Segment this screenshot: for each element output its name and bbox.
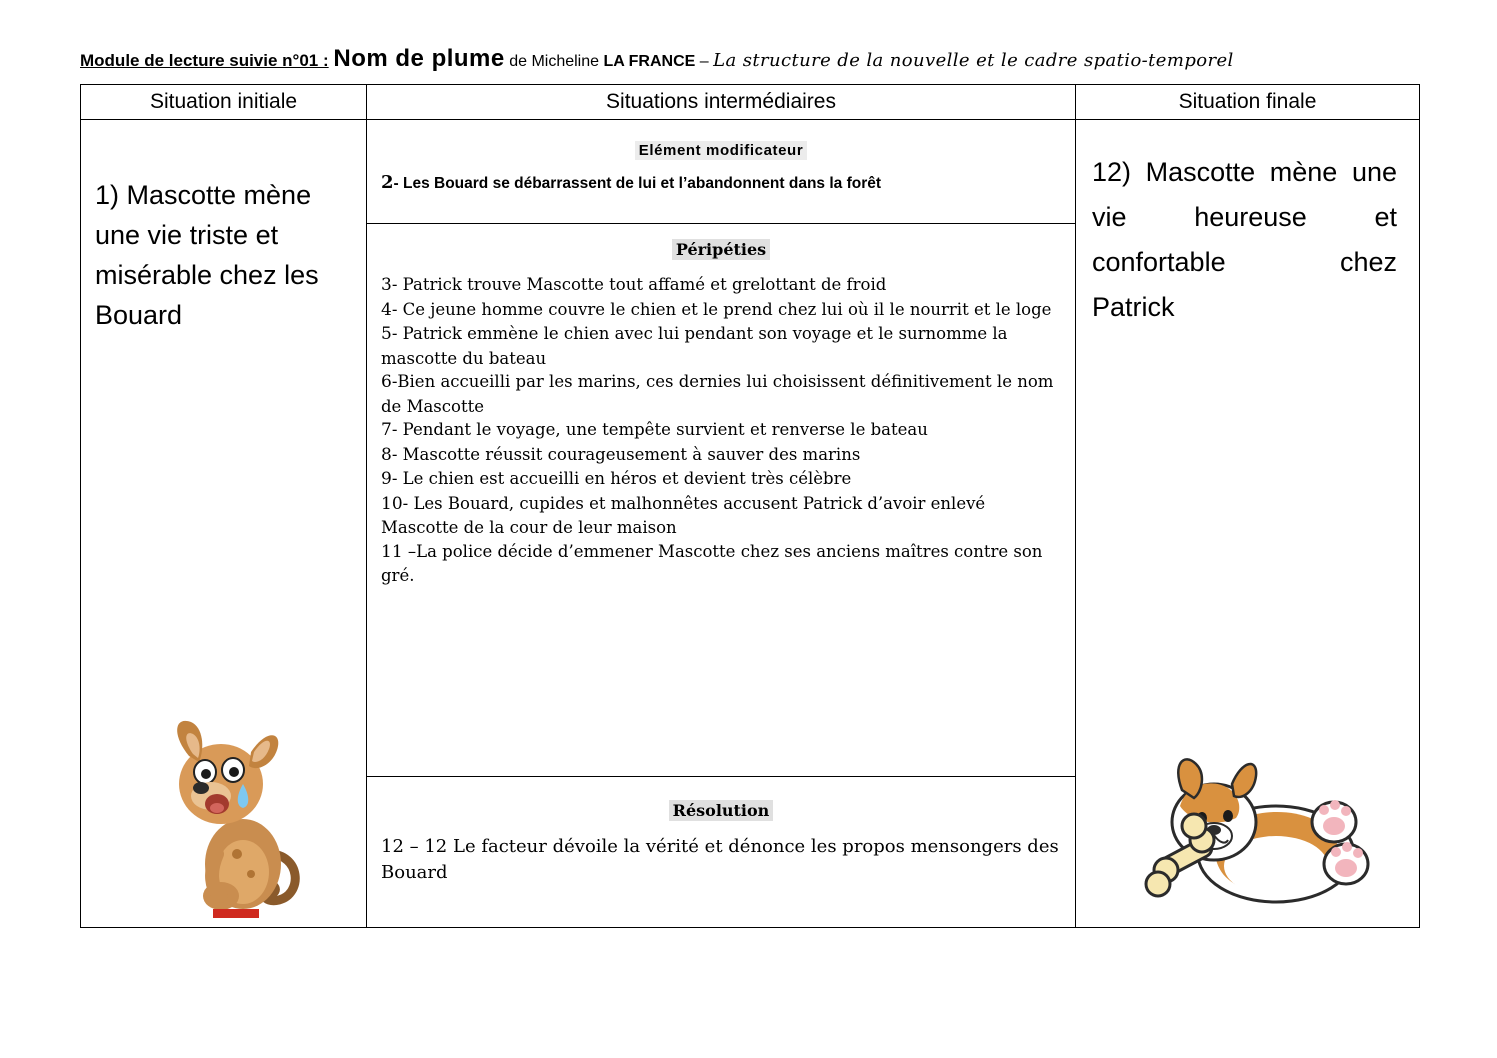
resolution-line (381, 834, 1061, 886)
list-item (381, 370, 1061, 418)
list-item-number: 6 (381, 372, 392, 392)
list-item-number: 8 (381, 444, 392, 465)
situation-initiale-text: 1) Mascotte mène une vie triste et misérable chez les Bouard (95, 180, 319, 330)
list-item-number: 4 (381, 299, 392, 320)
story-structure-table (80, 84, 1420, 928)
element-modificateur-heading: Elément modificateur (381, 142, 1061, 159)
list-item-text: - Patrick emmène le chien avec lui pendant son voyage et le surnomme la mascotte du bateau (381, 324, 1008, 368)
header-de-label: de Micheline (504, 53, 604, 70)
list-item-text: –La police décide d’emmener Mascotte chez ses anciens maîtres contre son gré. (381, 541, 1043, 585)
element-modificateur-text: - Les Bouard se débarrassent de lui et l’abandonnent dans la forêt (393, 175, 882, 192)
list-item (381, 492, 1061, 540)
column-header-situations-intermediaires: Situations intermédiaires (366, 85, 1076, 119)
situation-finale-line-3: confortable chez (1092, 247, 1397, 277)
resolution-number: 12 – 12 (381, 836, 448, 857)
section-resolution (367, 777, 1075, 927)
list-item-text: - Le chien est accueilli en héros et devient très célèbre (391, 469, 852, 488)
list-item-text: -Bien accueilli par les marins, ces dernies lui choisissent définitivement le nom de Mascotte (381, 372, 1054, 416)
cell-situations-intermediaires (366, 120, 1076, 927)
situation-finale-line-1: 12) Mascotte mène une (1092, 157, 1397, 187)
list-item-number: 7 (381, 420, 392, 440)
list-item (381, 540, 1061, 588)
list-item-text: - Patrick trouve Mascotte tout affamé et grelottant de froid (391, 275, 887, 294)
cell-situation-finale (1076, 120, 1419, 927)
header-book-title: Nom de plume (333, 45, 505, 72)
column-header-situation-initiale: Situation initiale (149, 90, 298, 113)
peripeties-heading: Péripéties (381, 240, 1061, 259)
list-item-text: - Ce jeune homme couvre le chien et le prend chez lui où il le nourrit et le loge (391, 299, 1052, 319)
document-header (80, 45, 1420, 73)
element-modificateur-line (381, 173, 1061, 194)
header-subtitle: La structure de la nouvelle et le cadre spatio-temporel (713, 50, 1234, 71)
section-peripeties (367, 224, 1075, 777)
list-item-number: 3 (381, 275, 392, 295)
header-module-label: Module de lecture suivie n°01 : (80, 51, 329, 70)
situation-finale-line-2: vie heureuse et (1092, 202, 1397, 232)
list-item-number: 5 (381, 324, 392, 344)
header-dash: – (695, 53, 714, 70)
situation-finale-line-4: Patrick (1092, 292, 1175, 322)
list-item (381, 298, 1061, 323)
resolution-text: Le facteur dévoile la vérité et dénonce les propos mensongers des Bouard (381, 836, 1059, 883)
table-header-row (81, 85, 1419, 120)
peripeties-list (381, 273, 1061, 588)
section-element-modificateur (367, 120, 1075, 224)
list-item-text: - Les Bouard, cupides et malhonnêtes accusent Patrick d’avoir enlevé Mascotte de la cour de leur maison (381, 493, 986, 537)
happy-dog-with-bone-illustration (1136, 744, 1396, 919)
element-modificateur-number: 2 (381, 172, 394, 193)
crying-dog-illustration (151, 704, 311, 919)
list-item-number: 10 (381, 493, 403, 514)
list-item (381, 467, 1061, 492)
list-item-number: 9 (381, 469, 392, 489)
list-item-text: - Pendant le voyage, une tempête survient et renverse le bateau (391, 420, 928, 439)
situation-finale-text (1076, 120, 1419, 330)
header-author: LA FRANCE (603, 53, 696, 70)
list-item (381, 443, 1061, 468)
column-header-situation-finale: Situation finale (1178, 90, 1317, 113)
list-item (381, 418, 1061, 443)
list-item-text: - Mascotte réussit courageusement à sauver des marins (391, 444, 861, 464)
list-item (381, 322, 1061, 370)
resolution-heading: Résolution (381, 801, 1061, 820)
list-item (381, 273, 1061, 298)
cell-situation-initiale (81, 120, 366, 927)
list-item-number: 11 (381, 541, 403, 562)
table-body-row (81, 120, 1419, 927)
